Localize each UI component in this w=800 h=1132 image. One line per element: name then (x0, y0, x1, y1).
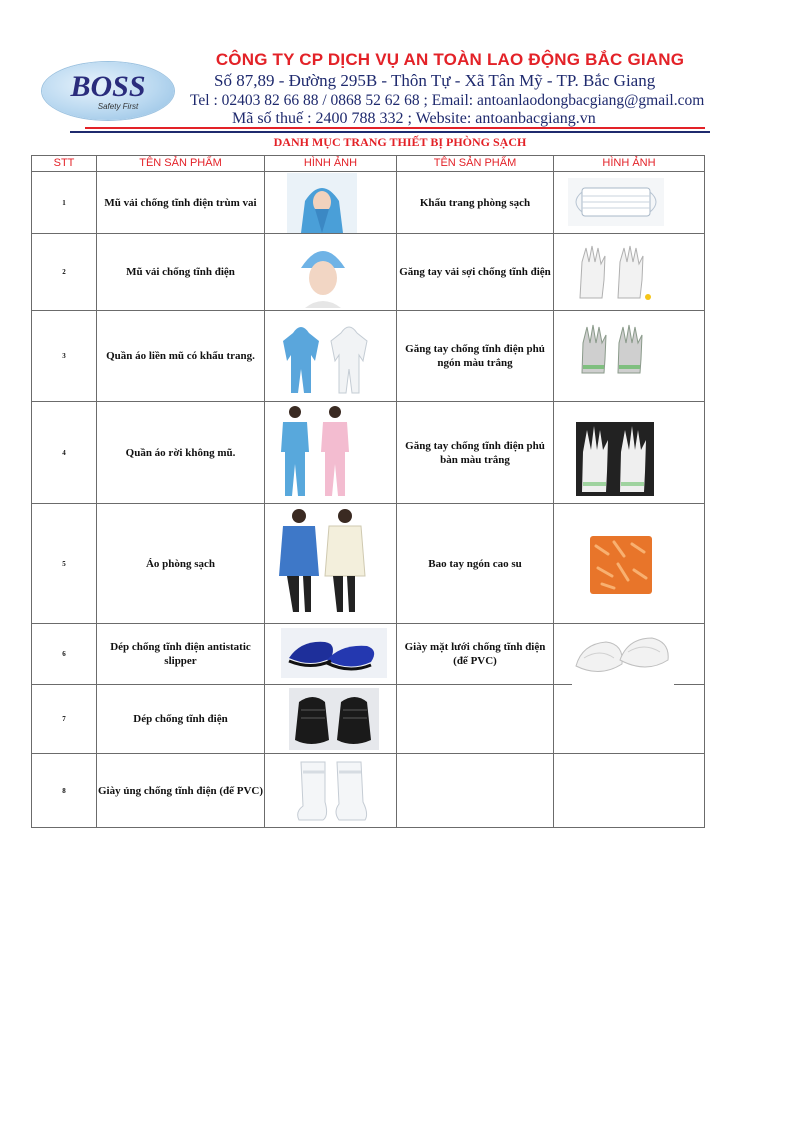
product-image-cell (554, 504, 705, 624)
row-number: 4 (32, 402, 97, 504)
row-number: 5 (32, 504, 97, 624)
row-number: 3 (32, 311, 97, 402)
esd-boots-image (295, 758, 371, 824)
product-image-cell (554, 311, 705, 402)
row-number: 1 (32, 172, 97, 234)
header-divider-blue (70, 131, 710, 133)
header-divider-red (85, 127, 705, 129)
header-product-name: TÊN SẢN PHẨM (97, 156, 265, 172)
document-title: DANH MỤC TRANG THIẾT BỊ PHÒNG SẠCH (273, 135, 527, 149)
product-image-cell-empty (554, 754, 705, 828)
product-name-empty (397, 754, 554, 828)
row-number: 8 (32, 754, 97, 828)
table-row (32, 754, 705, 828)
row-number: 6 (32, 624, 97, 685)
letterhead (0, 0, 800, 150)
mesh-shoes-image (572, 630, 674, 688)
hood-cap-image (287, 173, 357, 233)
palm-coated-gloves-image (576, 422, 654, 496)
company-tax-website: Mã số thuế : 2400 788 332 ; Website: antoanbacgiang.vn (232, 110, 596, 127)
two-piece-suit-image (275, 404, 357, 500)
product-name: Dép chống tĩnh điện (97, 685, 265, 754)
product-name: Mũ vải chống tĩnh điện (97, 234, 265, 311)
fingertip-coated-gloves-image (578, 323, 650, 375)
product-image-cell (265, 172, 397, 234)
product-image-cell (265, 402, 397, 504)
header-stt: STT (32, 156, 97, 172)
company-contact: Tel : 02403 82 66 88 / 0868 52 62 68 ; Email: antoanlaodongbacgiang@gmail.com (190, 92, 705, 109)
product-name: Giày ủng chống tĩnh điện (đế PVC) (97, 754, 265, 828)
antistatic-slipper-image (281, 628, 387, 678)
product-name: Quần áo liền mũ có khẩu trang. (97, 311, 265, 402)
table-row (32, 685, 705, 754)
header-product-name-2: TÊN SẢN PHẨM (397, 156, 554, 172)
table-row (32, 402, 705, 504)
cleanroom-coat-image (273, 506, 373, 620)
table-row (32, 234, 705, 311)
table-row (32, 504, 705, 624)
product-image-cell (265, 685, 397, 754)
header-image-2: HÌNH ẢNH (554, 156, 705, 172)
product-image-cell (554, 624, 705, 685)
product-name: Mũ vải chống tĩnh điện trùm vai (97, 172, 265, 234)
product-image-cell (265, 311, 397, 402)
table-row (32, 624, 705, 685)
product-image-cell (265, 234, 397, 311)
row-number: 2 (32, 234, 97, 311)
product-image-cell (554, 402, 705, 504)
product-name: Găng tay vải sợi chống tĩnh điện (397, 234, 554, 311)
logo-wordmark: BOSS (70, 70, 146, 103)
product-name: Dép chống tĩnh điện antistatic slipper (97, 624, 265, 685)
product-image-cell-empty (554, 685, 705, 754)
product-image-cell (265, 504, 397, 624)
product-name: Giày mặt lưới chống tĩnh điện (đế PVC) (397, 624, 554, 685)
product-image-cell (554, 172, 705, 234)
esd-slipper-image (289, 688, 379, 750)
fabric-gloves-image (574, 240, 654, 304)
company-name: CÔNG TY CP DỊCH VỤ AN TOÀN LAO ĐỘNG BẮC GIANG (215, 50, 685, 69)
finger-cots-image (588, 532, 654, 598)
company-logo (42, 62, 174, 120)
product-table (31, 155, 705, 828)
face-mask-image (568, 178, 664, 226)
product-name: Quần áo rời không mũ. (97, 402, 265, 504)
row-number: 7 (32, 685, 97, 754)
product-name: Khẩu trang phòng sạch (397, 172, 554, 234)
company-address: Số 87,89 - Đường 295B - Thôn Tự - Xã Tân Mỹ - TP. Bắc Giang (214, 71, 656, 90)
product-name: Găng tay chống tĩnh điện phủ bàn màu trắng (397, 402, 554, 504)
cap-image (295, 238, 351, 308)
product-image-cell (265, 754, 397, 828)
product-name: Găng tay chống tĩnh điện phủ ngón màu trắng (397, 311, 554, 402)
product-name: Áo phòng sạch (97, 504, 265, 624)
table-row (32, 311, 705, 402)
table-header-row (32, 156, 705, 172)
header-image: HÌNH ẢNH (265, 156, 397, 172)
product-name: Bao tay ngón cao su (397, 504, 554, 624)
product-image-cell (265, 624, 397, 685)
logo-tagline: Safety First (97, 102, 139, 111)
coverall-image (279, 317, 383, 395)
product-name-empty (397, 685, 554, 754)
product-image-cell (554, 234, 705, 311)
table-row (32, 172, 705, 234)
